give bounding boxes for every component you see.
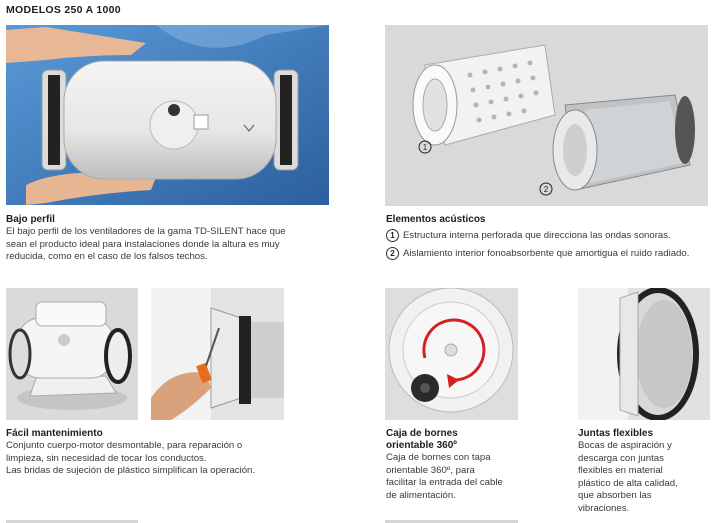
- juntas-line: flexibles en material: [578, 465, 663, 477]
- maintenance-photo: [151, 288, 284, 420]
- callout-2: 2: [543, 185, 549, 194]
- caja-line: de alimentación.: [386, 489, 456, 501]
- juntas-line: que absorben las: [578, 490, 652, 502]
- mantenimiento-title: Fácil mantenimiento: [6, 428, 103, 439]
- mantenimiento-line: limpieza, sin necesidad de tocar los conductos.: [6, 452, 207, 464]
- acusticos-list: [386, 229, 714, 261]
- juntas-line: plástico de alta calidad,: [578, 477, 678, 489]
- caja-title: [386, 428, 458, 452]
- page-heading: MODELOS 250 A 1000: [6, 4, 121, 16]
- item-text: Aislamiento interior fonoabsorbente que amortigua el ruido radiado.: [403, 248, 690, 260]
- acusticos-item: [386, 229, 714, 243]
- caja-text: [386, 452, 536, 502]
- bajo-perfil-line: El bajo perfil de los ventiladores de la gama TD-SILENT hace que: [6, 226, 286, 237]
- bajo-perfil-text: [6, 226, 336, 264]
- item-number: 2: [386, 247, 399, 260]
- acusticos-item: [386, 247, 714, 261]
- fan-support-photo: [6, 288, 138, 420]
- caja-line: Caja de bornes con tapa: [386, 452, 491, 463]
- juntas-text: [578, 440, 712, 516]
- bajo-perfil-line: reducida, como en el caso de los falsos techos.: [6, 251, 208, 263]
- caja-line: facilitar la entrada del cable: [386, 477, 503, 489]
- item-number: 1: [386, 229, 399, 242]
- caja-title-line: orientable 360º: [386, 440, 457, 451]
- item-text: Estructura interna perforada que direcciona las ondas sonoras.: [403, 230, 671, 242]
- acoustic-elements-photo: [385, 25, 708, 206]
- callout-1: 1: [422, 143, 428, 152]
- mantenimiento-line: Las bridas de sujeción de plástico simplifican la operación.: [6, 465, 256, 477]
- juntas-line: descarga con juntas: [578, 452, 664, 464]
- caja-title-line: Caja de bornes: [386, 428, 458, 439]
- bajo-perfil-line: sean el producto ideal para instalaciones donde la altura es muy: [6, 238, 280, 250]
- juntas-line: vibraciones.: [578, 502, 630, 514]
- juntas-line: Bocas de aspiración y: [578, 440, 672, 451]
- fan-hands-photo: [6, 25, 329, 205]
- acusticos-title: Elementos acústicos: [386, 214, 486, 225]
- caja-line: orientable 360º, para: [386, 464, 475, 476]
- juntas-title: Juntas flexibles: [578, 428, 654, 439]
- terminal-box-photo: [385, 288, 518, 420]
- mantenimiento-text: [6, 440, 306, 478]
- flexible-joints-photo: [578, 288, 710, 420]
- mantenimiento-line: Conjunto cuerpo-motor desmontable, para reparación o: [6, 440, 243, 451]
- bajo-perfil-title: Bajo perfil: [6, 214, 55, 225]
